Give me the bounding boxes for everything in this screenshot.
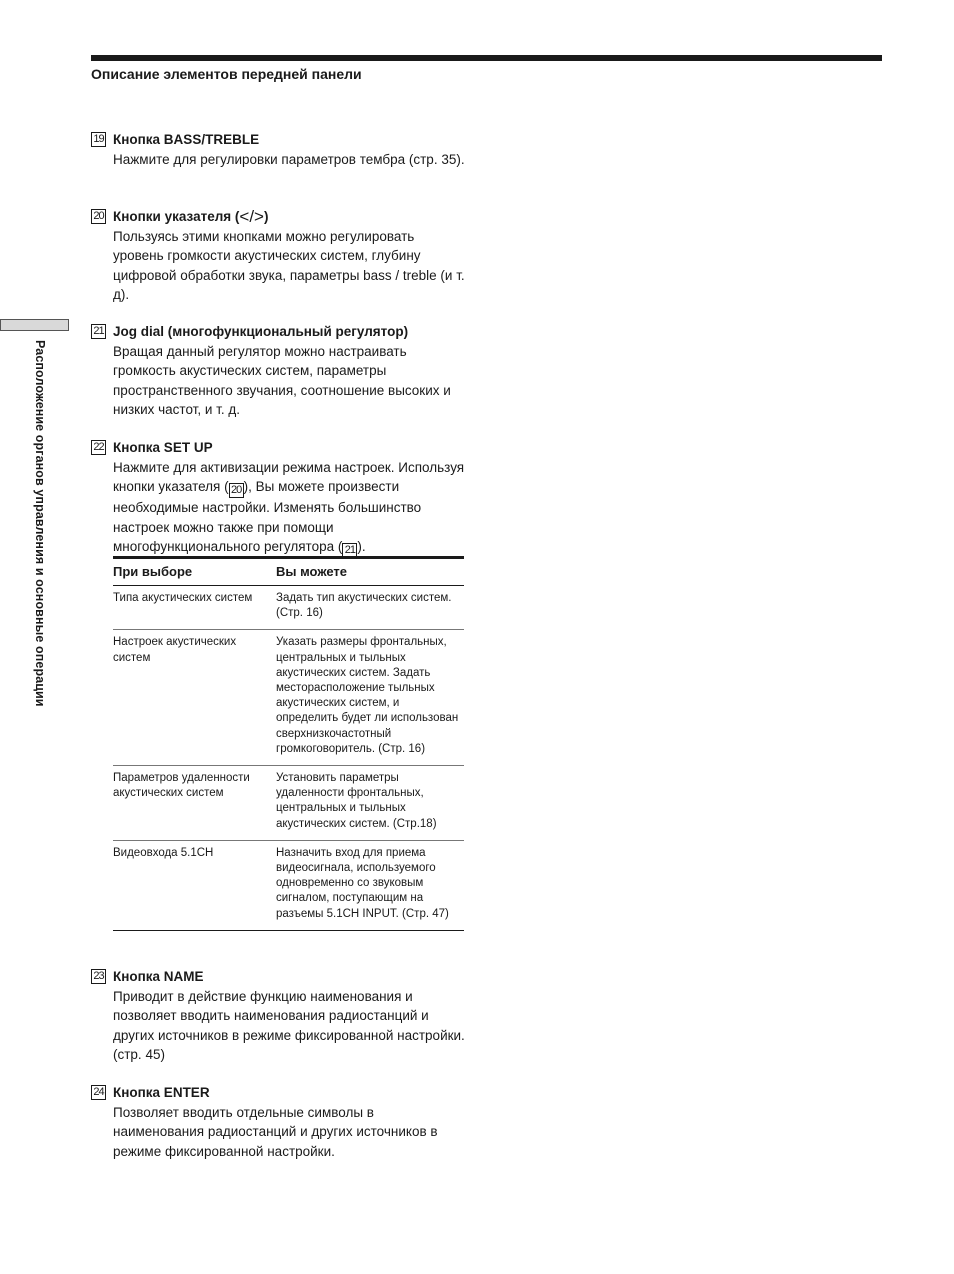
side-tab-text: Расположение органов управления и основные операции <box>33 340 47 707</box>
item-title-suffix: ) <box>264 209 269 224</box>
item-body: Приводит в действие функцию наименования и позволяет вводить наименования радиостанций и других источников в режиме фиксированной настройки. (стр. 45) <box>113 988 465 1062</box>
table-cell: Типа акустических систем <box>113 586 276 630</box>
section-title: Описание элементов передней панели <box>91 66 362 82</box>
item-number: 21 <box>91 324 106 339</box>
top-rule <box>91 55 882 61</box>
item-number: 23 <box>91 969 106 984</box>
table-header-row <box>113 558 464 586</box>
table-header-cell: Вы можете <box>276 558 464 586</box>
item-20 <box>91 207 466 305</box>
item-body: Пользуясь этими кнопками можно регулировать уровень громкости акустических систем, глубину цифровой обработки звука, параметры bass / treble (и т. д). <box>113 228 465 302</box>
table-cell: Видеовхода 5.1CH <box>113 840 276 930</box>
item-number: 20 <box>91 209 106 224</box>
table-cell: Задать тип акустических систем. (Стр. 16) <box>276 586 464 630</box>
arrow-left-right-icon: </> <box>239 207 264 226</box>
item-body: Вращая данный регулятор можно настраивать громкость акустических систем, параметры пространственного звучания, соотношение высоких и низких частот, и т. д. <box>113 343 451 417</box>
item-title: Кнопка NAME <box>113 969 204 984</box>
table-cell: Параметров удаленности акустических систем <box>113 766 276 841</box>
item-title: Кнопка SET UP <box>113 440 213 455</box>
table-cell: Установить параметры удаленности фронтальных, центральных и тыльных акустических систем. (Стр.18) <box>276 766 464 841</box>
item-title: Jog dial (многофункциональный регулятор) <box>113 324 409 339</box>
item-body: Нажмите для регулировки параметров тембра (стр. 35). <box>113 151 465 167</box>
item-body-text: ). <box>357 539 366 554</box>
table-row <box>113 840 464 930</box>
item-body: Позволяет вводить отдельные символы в наименования радиостанций и других источников в режиме фиксированной настройки. <box>113 1104 438 1159</box>
table-row <box>113 630 464 766</box>
item-body-text: ), Вы можете произвести необходимые настройки. Изменять большинство настроек можно также при помощи многофункционального регулятора ( <box>113 479 422 554</box>
item-19 <box>91 130 466 169</box>
item-number: 19 <box>91 132 106 147</box>
setup-table <box>113 556 464 931</box>
item-21 <box>91 322 466 420</box>
item-body <box>113 458 466 559</box>
item-title: Кнопка ENTER <box>113 1085 210 1100</box>
item-ref: 21 <box>342 543 357 558</box>
item-number: 22 <box>91 440 106 455</box>
item-23 <box>91 967 466 1065</box>
table-cell: Указать размеры фронтальных, центральных и тыльных акустических систем. Задать месторасположение тыльных акустических систем, и определить будет ли использован сверхнизкочастотный громкоговоритель. (Стр. 16) <box>276 630 464 766</box>
item-number: 24 <box>91 1085 106 1100</box>
item-title: Кнопка BASS/TREBLE <box>113 132 260 147</box>
item-24 <box>91 1083 466 1161</box>
table-row <box>113 586 464 630</box>
side-tab-marker <box>0 319 69 331</box>
table-cell: Назначить вход для приема видеосигнала, используемого одновременно со звуковым сигналом, поступающим на разъемы 5.1CH INPUT. (Стр. 47) <box>276 840 464 930</box>
item-ref: 20 <box>229 483 244 498</box>
table-header-cell: При выборе <box>113 558 276 586</box>
table-cell: Настроек акустических систем <box>113 630 276 766</box>
table-row <box>113 766 464 841</box>
item-title <box>113 207 466 227</box>
item-title-text: Кнопки указателя ( <box>113 209 240 224</box>
item-22 <box>91 438 466 558</box>
item-body-text: Нажмите для активизации режима настроек. Используя кнопки указателя ( <box>113 459 465 494</box>
